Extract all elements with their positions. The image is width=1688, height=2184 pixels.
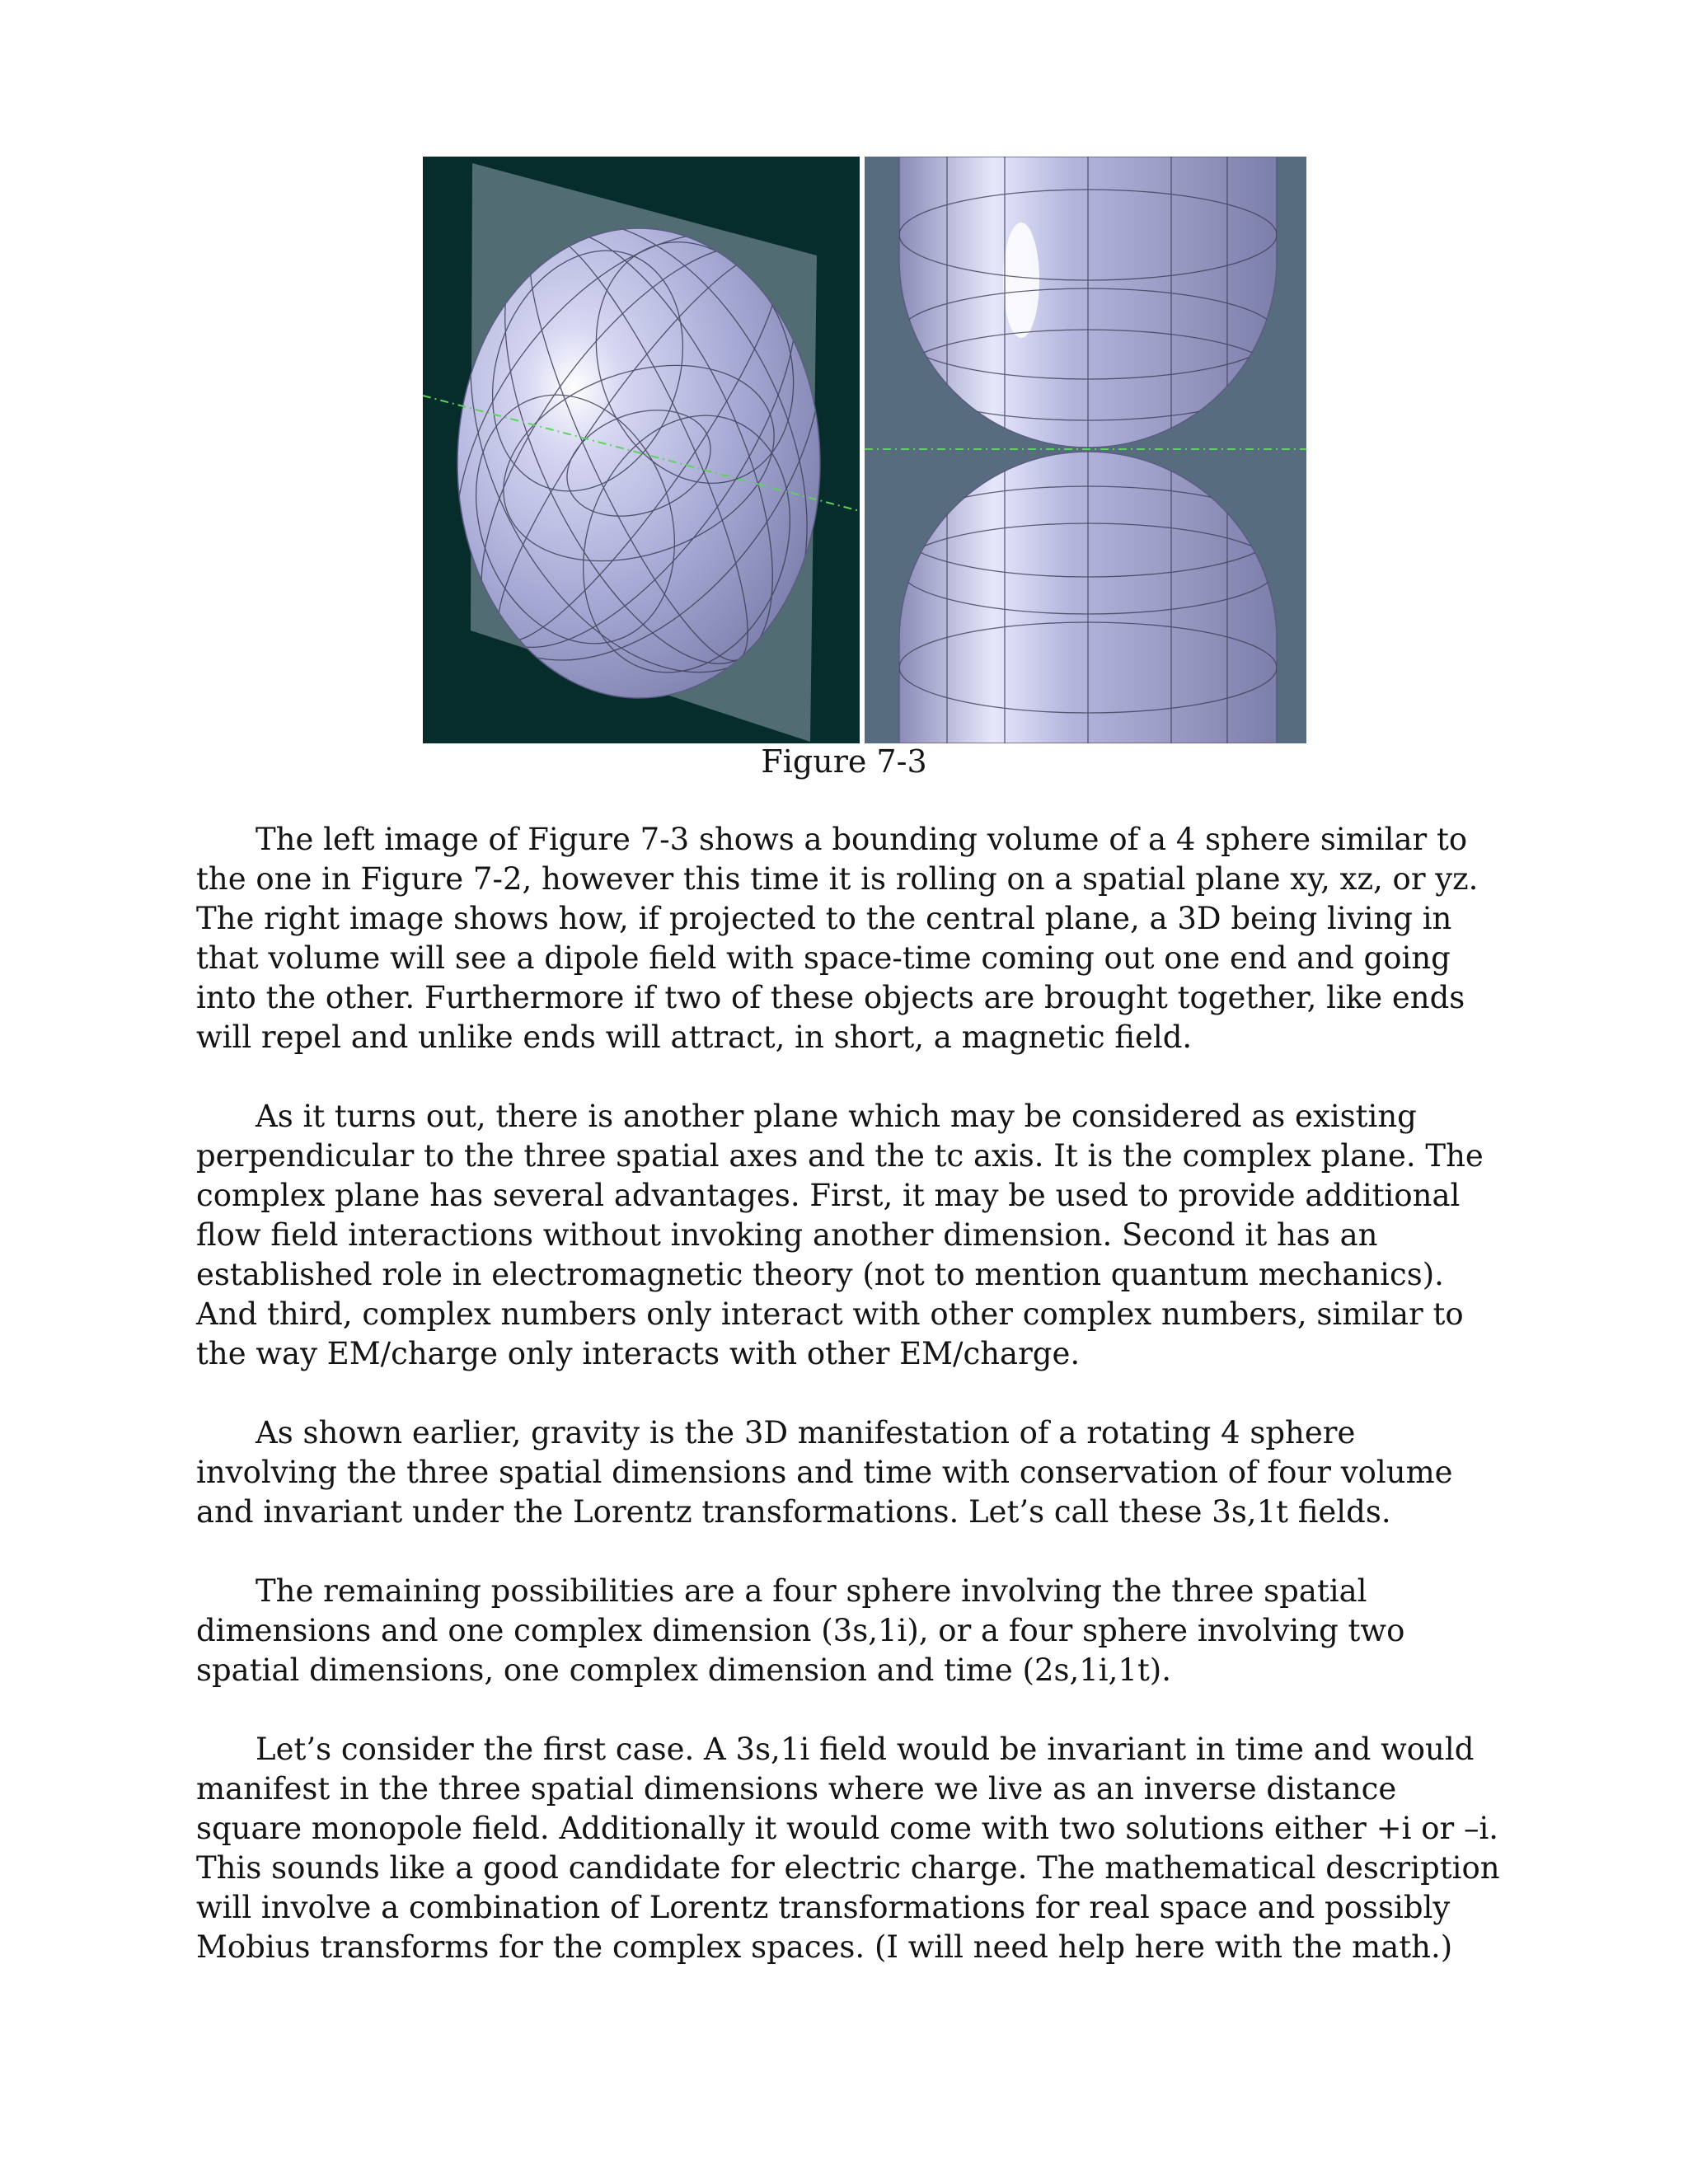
- text-line: established role in electromagnetic theory (not to mention quantum mechanics).: [196, 1257, 1444, 1292]
- text-line: As shown earlier, gravity is the 3D manifestation of a rotating 4 sphere: [256, 1415, 1356, 1451]
- text-line: spatial dimensions, one complex dimension and time (2s,1i,1t).: [196, 1652, 1172, 1688]
- text-line: will repel and unlike ends will attract, in short, a magnetic field.: [196, 1019, 1193, 1055]
- text-line: and invariant under the Lorentz transformations. Let’s call these 3s,1t fields.: [196, 1494, 1391, 1530]
- text-line: manifest in the three spatial dimensions where we live as an inverse distance: [196, 1771, 1397, 1807]
- paragraph-1: [196, 820, 1498, 1057]
- text-line: Let’s consider the first case. A 3s,1i field would be invariant in time and would: [256, 1732, 1475, 1767]
- projected-dipole-illustration: [865, 157, 1306, 743]
- text-line: that volume will see a dipole field with space-time coming out one end and going: [196, 940, 1451, 976]
- text-line: into the other. Furthermore if two of these objects are brought together, like ends: [196, 980, 1465, 1015]
- text-line: As it turns out, there is another plane which may be considered as existing: [256, 1099, 1417, 1134]
- text-line: The left image of Figure 7-3 shows a bounding volume of a 4 sphere similar to: [256, 822, 1468, 857]
- text-line: The remaining possibilities are a four sphere involving the three spatial: [256, 1573, 1367, 1609]
- text-line: the way EM/charge only interacts with other EM/charge.: [196, 1336, 1081, 1371]
- text-line: square monopole field. Additionally it would come with two solutions either +i or –i.: [196, 1811, 1499, 1846]
- text-line: flow field interactions without invoking another dimension. Second it has an: [196, 1217, 1378, 1253]
- text-line: complex plane has several advantages. First, it may be used to provide additional: [196, 1178, 1461, 1213]
- text-line: involving the three spatial dimensions and time with conservation of four volume: [196, 1455, 1453, 1490]
- paragraph-2: [196, 1097, 1498, 1374]
- figure-left-image: [423, 157, 860, 743]
- figure-caption: Figure 7-3: [761, 743, 927, 780]
- text-line: dimensions and one complex dimension (3s,1i), or a four sphere involving two: [196, 1613, 1405, 1648]
- body-text: [196, 820, 1498, 2007]
- text-line: the one in Figure 7-2, however this time it is rolling on a spatial plane xy, xz, or yz.: [196, 861, 1479, 897]
- figure-7-3: [423, 157, 1306, 743]
- text-line: This sounds like a good candidate for electric charge. The mathematical description: [196, 1850, 1500, 1886]
- paragraph-3: [196, 1413, 1498, 1532]
- paragraph-5: [196, 1730, 1498, 1967]
- paragraph-4: [196, 1572, 1498, 1690]
- figure-right-image: [865, 157, 1306, 743]
- text-line: Mobius transforms for the complex spaces. (I will need help here with the math.): [196, 1929, 1453, 1965]
- text-line: And third, complex numbers only interact with other complex numbers, similar to: [196, 1296, 1464, 1332]
- text-line: perpendicular to the three spatial axes and the tc axis. It is the complex plane. The: [196, 1138, 1484, 1174]
- text-line: The right image shows how, if projected to the central plane, a 3D being living in: [196, 901, 1452, 936]
- rolling-sphere-illustration: [423, 157, 860, 743]
- text-line: will involve a combination of Lorentz transformations for real space and possibly: [196, 1890, 1451, 1925]
